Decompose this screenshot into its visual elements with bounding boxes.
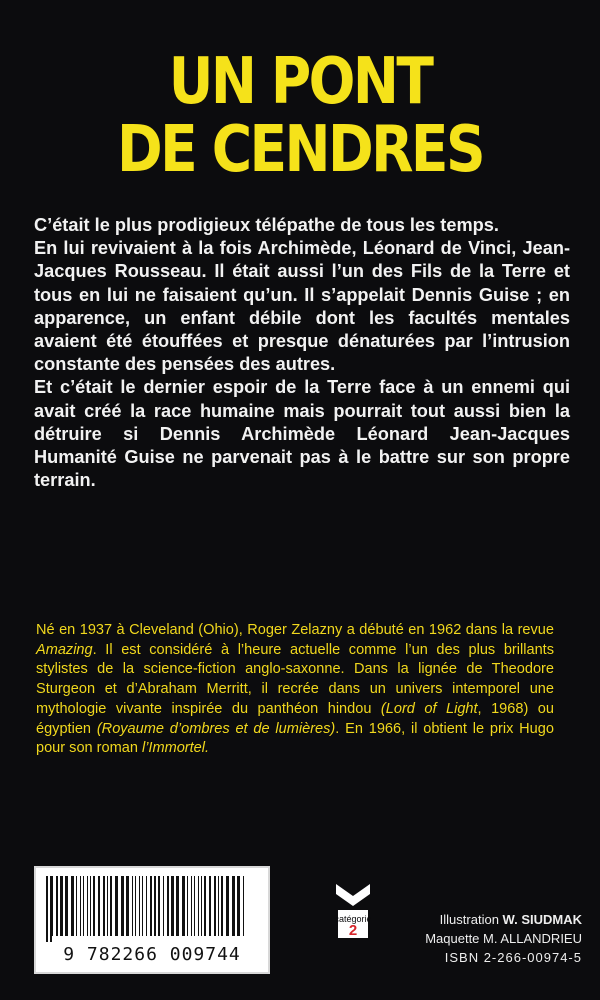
category-label: catégorie (334, 914, 372, 924)
bio-text-2: . Il est considéré à l’heure actuelle comme l’un des plus brillants stylistes de la science-fiction anglo-saxonne. Dans la lignée de Theodore Sturgeon et d’Abraham Merritt, il recrée dans un univers intemporel une mythologie vivante inspirée du panthéon hindou (36, 640, 554, 717)
isbn-barcode (34, 866, 270, 974)
barcode-bar (90, 876, 91, 936)
book-title-line-2: DE CENDRES (116, 113, 484, 187)
barcode-bar (198, 876, 199, 936)
barcode-bar (52, 876, 53, 936)
barcode-bar (132, 876, 133, 936)
barcode-bar (65, 876, 68, 936)
barcode-bar (243, 876, 244, 936)
barcode-bar (80, 876, 81, 936)
barcode-bar (158, 876, 160, 936)
illustration-credit (396, 910, 582, 929)
barcode-bar (226, 876, 229, 936)
barcode-bar (209, 876, 211, 936)
bio-text-3: , 1968) ou égyptien (36, 699, 554, 737)
barcode-bar (115, 876, 118, 936)
barcode-bar (60, 876, 63, 936)
bio-book-title-royaume: (Royaume d’ombres et de lumières) (96, 719, 336, 737)
barcode-bar (182, 876, 185, 936)
barcode-bars (46, 876, 258, 942)
barcode-bar (154, 876, 156, 936)
barcode-bar (126, 876, 129, 936)
blurb-paragraph-1: C’était le plus prodigieux télépathe de tous les temps. (34, 215, 499, 235)
barcode-bar (87, 876, 88, 936)
illustration-label: Illustration (439, 912, 499, 927)
barcode-bar (214, 876, 216, 936)
barcode-bar (83, 876, 84, 936)
barcode-bar (71, 876, 74, 936)
bio-magazine-title: Amazing (36, 640, 93, 658)
barcode-bar (98, 876, 100, 936)
barcode-bar (237, 876, 240, 936)
barcode-guard-bar (50, 876, 52, 942)
barcode-bar (232, 876, 235, 936)
barcode-bar (194, 876, 195, 936)
barcode-bar (121, 876, 124, 936)
barcode-bar (135, 876, 136, 936)
blurb-paragraph-2: En lui revivaient à la fois Archimède, Léonard de Vinci, Jean-Jacques Rousseau. Il était aussi l’un des Fils de la Terre et tous en lui ne faisaient qu’un. Il s’appelait Dennis Guise ; en apparence, un enfant débile dont les facultés mentales avaient été étouffées et presque dénaturées par l’intrusion constante des pensées des autres. (34, 238, 570, 375)
barcode-bar (187, 876, 188, 936)
maquette-credit: Maquette M. ALLANDRIEU (425, 931, 582, 946)
barcode-bar (76, 876, 77, 936)
bio-book-title-immortel: l’Immortel. (141, 739, 210, 757)
barcode-guard-bar (46, 876, 48, 942)
barcode-bar (142, 876, 143, 936)
blurb-text (34, 214, 570, 492)
barcode-bar (201, 876, 202, 936)
barcode-bar (218, 876, 219, 936)
barcode-bar (204, 876, 206, 936)
author-bio-paragraph (36, 620, 554, 758)
book-title-line-1: UN PONT (168, 45, 432, 119)
barcode-bar (167, 876, 169, 936)
barcode-number: 9 782266 009744 (63, 944, 241, 965)
isbn-number: ISBN 2-266-00974-5 (444, 950, 582, 965)
blurb-paragraph-3: Et c’était le dernier espoir de la Terre face à un ennemi qui avait créé la race humaine mais pourrait tout aussi bien la détruire si Dennis Archimède Léonard Jean-Jacques Humanité Guise ne parvenait pas à le battre sur son propre terrain. (34, 377, 570, 491)
barcode-bar (107, 876, 108, 936)
credits-block (396, 910, 582, 967)
illustrator-name: W. SIUDMAK (502, 912, 582, 927)
bio-text-1: Né en 1937 à Cleveland (Ohio), Roger Zelazny a débuté en 1962 dans la revue (36, 621, 554, 638)
author-biography (36, 620, 554, 758)
barcode-bar (163, 876, 164, 936)
bio-book-title-lord-of-light: (Lord of Light (380, 699, 478, 717)
barcode-bar (93, 876, 95, 936)
barcode-bar (103, 876, 105, 936)
barcode-bar (171, 876, 174, 936)
barcode-bar (146, 876, 147, 936)
barcode-bar (221, 876, 223, 936)
category-number: 2 (348, 922, 358, 939)
barcode-bar (191, 876, 192, 936)
barcode-bar (56, 876, 58, 936)
barcode-bar (110, 876, 112, 936)
barcode-bar (139, 876, 140, 936)
bio-text-4: . En 1966, il obtient le prix Hugo pour son roman (36, 719, 554, 757)
barcode-bar (176, 876, 179, 936)
barcode-bar (150, 876, 152, 936)
